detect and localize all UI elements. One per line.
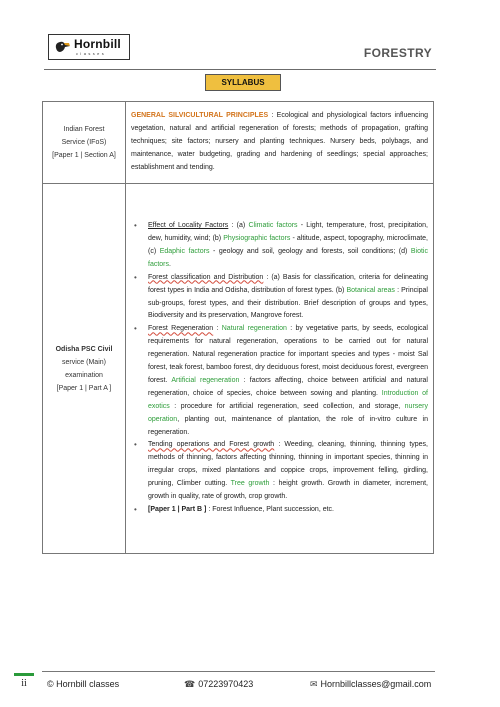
topic-title: [Paper 1 | Part B ] — [148, 506, 207, 514]
exam-label-line: Indian Forest — [63, 126, 105, 133]
footer-copyright: © Hornbill classes — [47, 679, 120, 689]
topic-text: : Weeding, cleaning, thinning, thinning types, methods of thinning, factors affecting thinning, thinning in important species, thinning in irregular crops, mixed plantations and coppice crops, improvement felling, girdling, pruning, Climber cutting. — [148, 441, 428, 488]
page-number: ii — [14, 673, 34, 693]
syllabus-content-cell — [126, 184, 434, 554]
topic-highlight: Botanical areas — [346, 286, 395, 294]
topic-highlight: Edaphic factors — [159, 247, 210, 255]
topic-title: Effect of Locality Factors — [148, 222, 229, 230]
list-item — [131, 272, 428, 324]
footer-divider — [42, 671, 435, 672]
topic-highlight: Tree growth — [230, 480, 270, 488]
topic-title: Forest Regeneration — [148, 325, 214, 333]
topic-title: Tending operations and Forest growth — [148, 441, 275, 449]
topic-highlight: Artificial regeneration — [171, 376, 240, 384]
exam-label-line: examination — [65, 371, 103, 379]
page-header — [44, 30, 436, 70]
footer-email[interactable] — [310, 679, 431, 690]
topic-highlight: Introduction of exotics — [148, 389, 428, 410]
topic-text: , planting out, maintenance of plantation, the role of in-vitro culture in regeneration. — [148, 415, 428, 436]
hornbill-logo — [48, 34, 130, 60]
exam-label-cell — [43, 102, 126, 184]
phone-icon: ☎ — [184, 679, 196, 689]
topic-text: - Light, temperature, frost, precipitation, dew, humidity, wind; (b) — [148, 222, 428, 242]
list-item — [131, 220, 428, 272]
logo-tagline: classes — [76, 51, 107, 56]
topic-text: : height growth. Growth in diameter, increment, growth in quality, rate of growth, crop growth. — [148, 480, 429, 501]
topic-text: : factors affecting, choice between artificial and natural regeneration, choice of species, choice between sowing and planting. — [148, 376, 428, 397]
table-row — [43, 184, 434, 554]
syllabus-title: SYLLABUS — [205, 74, 281, 91]
topic-text: : Principal sub-groups, forest types, and their distribution. Brief description of groups and types, Biodiversity and its preservation, Mangrove forest. — [148, 286, 428, 320]
topic-title: Forest classification and Distribution — [148, 273, 264, 281]
mail-icon: ✉ — [310, 679, 318, 689]
topic-highlight: Biotic factors — [148, 247, 428, 268]
exam-label-line: service (Main) — [62, 358, 106, 366]
syllabus-content-cell — [126, 102, 434, 184]
footer-phone — [184, 679, 253, 690]
section-heading: GENERAL SILVICULTURAL PRINCIPLES — [131, 112, 269, 120]
exam-label-line: [Paper 1 | Section A] — [52, 152, 116, 159]
topic-text: - altitude, aspect, topography, microclimate, (c) — [148, 234, 429, 255]
subject-title: FORESTRY — [363, 46, 432, 60]
table-row — [43, 102, 434, 184]
topic-text: : — [213, 325, 222, 333]
email-address[interactable]: Hornbillclasses@gmail.com — [320, 679, 432, 689]
topic-text: . — [169, 260, 171, 268]
phone-number: 07223970423 — [198, 679, 254, 689]
topic-list — [131, 220, 428, 517]
topic-text: : (a) — [228, 222, 249, 230]
topic-highlight: Climatic factors — [248, 222, 298, 230]
topic-text: - geology and soil, geology and forests, soil conditions; (d) — [209, 247, 411, 255]
topic-highlight: Natural regeneration — [221, 325, 287, 333]
exam-label-line: Service (IFoS) — [61, 139, 107, 146]
topic-text: : by vegetative parts, by seeds, ecological requirements for natural regeneration, operations to be carried out for natural regeneration. Natural regeneration practice for important species and types - moist Sal forest, teak forest, bamboo forest, dry deciduous forest, moist deciduous forest, evergreen forest. — [148, 325, 428, 384]
list-item — [131, 323, 428, 439]
logo-name: Hornbill — [74, 37, 121, 51]
syllabus-table — [42, 101, 434, 554]
exam-label-line: Odisha PSC Civil — [55, 345, 113, 353]
list-item — [131, 504, 428, 517]
exam-label-cell — [43, 184, 126, 554]
section-text: : Ecological and physiological factors influencing vegetation, natural and artificial regeneration of forests; methods of propagation, grafting techniques; site factors; nursery and planting techniques. Nursery beds, polybags, and maintenance, water budgeting, grading and hardening of seedlings; special approaches; establishment and tending. — [131, 112, 428, 171]
topic-highlight: nursery operation — [148, 402, 428, 423]
list-item — [131, 439, 428, 504]
page-footer — [14, 671, 435, 701]
topic-highlight: Physiographic factors — [223, 234, 291, 242]
topic-text: : (a) Basis for classification, criteria for delineating forest types in India and Odisha, distribution of forest types. (b) — [148, 273, 428, 294]
topic-text: : Forest Influence, Plant succession, etc. — [206, 506, 334, 514]
hornbill-bird-icon — [53, 38, 71, 56]
topic-text: : procedure for artificial regeneration, seed collection, and storage, — [169, 402, 405, 410]
exam-label-line: [Paper 1 | Part A ] — [56, 384, 112, 392]
